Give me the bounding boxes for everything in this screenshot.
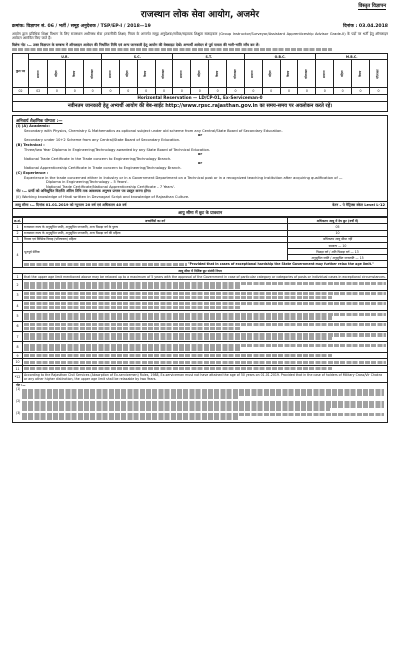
subheader: सामान्य <box>173 60 191 88</box>
table-row: 9 <box>13 352 388 359</box>
academic-option-2: Secondary under 10+2 Scheme from any Central/State Board of Secondary Education. <box>24 137 181 142</box>
advertisement-tag: विस्तृत विज्ञापन <box>358 3 386 9</box>
note-item: (2) <box>16 400 384 412</box>
category-obc: O.B.C. <box>244 54 315 60</box>
subheader: सामान्य <box>29 60 48 88</box>
vacancy-cell: 0 <box>280 88 298 94</box>
subheader: परित्यक्ता <box>369 60 387 88</box>
or-separator: or <box>197 161 203 166</box>
or-separator: or <box>197 133 203 138</box>
total-posts-header: कुल पद <box>13 54 29 88</box>
pay-level: वेतन – पे मैट्रिक्स स्केल Level L-12 <box>332 203 385 208</box>
table-row: 8 <box>13 342 388 352</box>
experience-heading: (C) Experience : <box>16 171 49 176</box>
vacancy-cell: 0 <box>369 88 387 94</box>
vacancy-cell: 0 <box>137 88 155 94</box>
experience-certificate: National Trade Certificate/National Apprenticeship Certificate – 7 Years'. <box>46 184 175 189</box>
vacancy-cell: 0 <box>244 88 262 94</box>
subheader: महिला <box>334 60 352 88</box>
technical-option-3: National Apprenticeship Certificate in Trade concern to Engineering/Technology Branch. <box>24 165 182 170</box>
vacancy-cell: 0 <box>352 88 370 94</box>
vacancy-cell: 0 <box>262 88 280 94</box>
vacancy-cell: 0 <box>316 88 334 94</box>
qualification-title: अनिवार्य शैक्षणिक योग्यता :— <box>16 117 63 123</box>
vacancy-category-row <box>13 54 388 60</box>
age-limit: आयु सीमा :— दिनांक 01.01.2019 को न्यूनतम 20 वर्ष एवं अधिकतम 40 वर्ष <box>15 203 127 208</box>
table-row: 4 भूतपूर्व सैनिक सामान्य — 10 <box>13 242 388 248</box>
illegible-text-line <box>12 48 332 51</box>
age-limit-row <box>12 202 388 209</box>
vacancy-subheader-row <box>13 60 388 88</box>
subheader: महिला <box>119 60 137 88</box>
special-rules-title: आयु सीमा में विशिष्ट छूट संबंधी नियम <box>13 268 388 274</box>
vacancy-cell: 02 <box>29 88 48 94</box>
table-row: 1 that the upper age limit mentioned above may be relaxed up to a maximum of 5 years with the approval of the Government in case of particular category or categories of posts or individual cases in exceptional circumstances. <box>13 274 388 280</box>
hardship-proviso: "Provided that in cases of exceptional hardship the State Government may further relax the age limit." <box>23 261 388 268</box>
subheader: महिला <box>262 60 280 88</box>
website-notice: नवीनतम जानकारी हेतु अभ्यर्थी आयोग की बेब-साईट http://www.rpsc.rajasthan.gov.in का समय-समय पर अवलोकन करते रहें। <box>12 102 388 111</box>
technical-option-2: National Trade Certificate in the Trade concern to Engineering/Technology Branch. <box>24 156 172 161</box>
subheader: परित्यक्ता <box>84 60 102 88</box>
rule-text: that the upper age limit mentioned above may be relaxed up to a maximum of 5 years with the approval of the Government in case of particular category or categories of posts or individual cases in exceptional circumstances. <box>24 274 386 279</box>
intro-paragraph: आयोग द्वारा प्रविधिक शिक्षा विभाग के लिए राजस्थान अधीनस्थ सेवा (तकनीकी शिक्षा) नियम के अन्तर्गत समूह अनुदेशक/सर्वेयर/सहायक शिक्षुता सलाहकार (Group Instructor/Surveyor/Assistant Apprenticeship Advisor Grade-II) के पदों पर भर्ती हेतु ऑनलाइन आवेदन आमंत्रित किए जाते हैं। <box>12 31 388 41</box>
age-relaxation-title: आयु सीमा में छूट के प्रावधान <box>12 209 388 217</box>
subheader: परित्यक्ता <box>227 60 245 88</box>
serial-header: क्र.सं. <box>14 218 22 223</box>
vacancy-cell: 0 <box>191 88 209 94</box>
note-item: (1) <box>16 388 384 400</box>
vacancy-cell: 0 <box>334 88 352 94</box>
age-relaxation-table <box>12 217 388 383</box>
table-row: 6 <box>13 321 388 331</box>
academic-option-1: Secondary with Physics, Chemistry & Mathematics as optional subject under old scheme from any Central/State Board of Secondary Education. <box>24 128 283 133</box>
subheader: सामान्य <box>244 60 262 88</box>
subheader: परित्यक्ता <box>155 60 173 88</box>
experience-note: नोट :— प्रार्थी को अधिसूचित विज्ञप्ति अंतिम तिथि तक आवश्यक अनुभव प्रमाण पत्र प्रस्तुत करना होगा। <box>16 189 152 194</box>
organization-title: राजस्थान लोक सेवा आयोग, अजमेर <box>140 10 260 20</box>
or-separator: or <box>197 152 203 157</box>
relaxation-header: अधिकतम आयु में देय छूट (वर्षों में) <box>288 218 388 224</box>
note-item: (3) <box>16 412 384 420</box>
subheader: महिला <box>48 60 66 88</box>
vacancy-cell: 0 <box>298 88 316 94</box>
subheader: विधवा <box>66 60 84 88</box>
horizontal-reservation: Horizontal Reservation — LD/CP-01, Ex-Serviceman-0 <box>12 95 388 103</box>
category-sc: S.C. <box>102 54 173 60</box>
vacancy-cell: 0 <box>66 88 84 94</box>
subheader: परित्यक्ता <box>298 60 316 88</box>
subheader: सामान्य <box>102 60 120 88</box>
table-row: 2 <box>13 280 388 290</box>
table-row: 4 <box>13 301 388 311</box>
table-row: 10 <box>13 359 388 366</box>
subheader: विधवा <box>137 60 155 88</box>
category-mbc: M.B.C. <box>316 54 388 60</box>
subheader: सामान्य <box>316 60 334 88</box>
vacancy-cell: 0 <box>209 88 227 94</box>
table-row: 11 <box>13 365 388 372</box>
subheader: विधवा <box>352 60 370 88</box>
sub-row: अनुसूचित जाति / अनुसूचित जनजाति — 15 <box>288 255 388 261</box>
vacancy-cell: 0 <box>84 88 102 94</box>
subheader: विधवा <box>280 60 298 88</box>
vacancy-cell: 0 <box>119 88 137 94</box>
notes-label: नोट :— <box>16 383 26 388</box>
experience-diploma: Diploma in Engineering/Technology – 5 Years'. <box>46 180 129 185</box>
special-note: विशेष नोट :— उक्त विज्ञापन के सम्बन्ध में ऑनलाइन आवेदन की निर्धारित तिथि एवं अन्य जानकारी हेतु आयोग की वेबसाइट देखें। अभ्यर्थी आवेदन से पूर्व पात्रता की भली-भांति जाँच कर लें। <box>12 42 260 47</box>
ex-serviceman-rule: According to the Rajasthan Civil Services (Absorption of Ex-servicemen) Rules, 1988, Ex-serviceman must not have attained the age of 50 years on 01.01.2019. Provided that in the case of holders of Military Cross/Vir Chakra or any other higher distinction, the upper age limit shall be relaxable by two Years. <box>23 372 388 382</box>
vacancy-cell: 0 <box>48 88 66 94</box>
table-row: 7 <box>13 332 388 342</box>
table-row: 3 <box>13 290 388 300</box>
reference-number: क्रमांक: विज्ञापन सं. 06 / भर्ती / समूह अनुदेशक / TSP/EP-I / 2018—19 <box>12 24 151 30</box>
table-row: 1 राजस्थान राज्य के अनुसूचित जाति, अनुसूचित जनजाति, अन्य पिछड़ा वर्ग के पुरुष 05 <box>13 224 388 230</box>
hindi-requirement: (ii) Working knowledge of Hindi written in Devnagari Script and knowledge of Rajasthan Culture. <box>16 194 190 199</box>
vacancy-cell: 0 <box>102 88 120 94</box>
total-posts-value: 02 <box>13 88 29 94</box>
table-row: 3 विधवा एवं विच्छिन्न विवाह (परित्यक्ता) महिला अधिकतम आयु सीमा नहीं <box>13 236 388 242</box>
academic-heading: (i) (A) Academic: <box>16 124 50 129</box>
experience-text: Experience in the trade concerned either in Industry or in a Government Department on a Technical post or in a recognized teaching Institution after acquiring qualification of — <box>24 175 343 180</box>
category-ur: U.R. <box>29 54 102 60</box>
table-row: 5 <box>13 311 388 321</box>
table-row: *12 According to the Rajasthan Civil Services (Absorption of Ex-servicemen) Rules, 1988, Ex-serviceman must not have attained the age of 50 years on 01.01.2019. Provided that in the case of holders of Military Cross/Vir Chakra or any other higher distinction, the upper age limit shall be relaxable by two Years. <box>13 372 388 382</box>
qualification-section <box>12 115 388 203</box>
notes-section <box>12 383 388 423</box>
subheader: महिला <box>191 60 209 88</box>
category-header: अभ्यर्थियों का वर्ग <box>23 218 288 224</box>
sub-row: पिछड़ा वर्ग / अति पिछड़ा वर्ग — 13 <box>288 249 388 255</box>
vacancy-cell: 0 <box>227 88 245 94</box>
table-row: 2 राजस्थान राज्य के अनुसूचित जाति, अनुसूचित जनजाति, अन्य पिछड़ा वर्ग की महिला 10 <box>13 230 388 236</box>
reference-line <box>12 24 388 30</box>
sub-row: सामान्य — 10 <box>288 242 388 248</box>
technical-heading: (B) Technical : <box>16 143 45 148</box>
advertisement-date: दिनांक : 03.04.2018 <box>343 24 388 30</box>
category-st: S.T. <box>173 54 244 60</box>
vacancy-table <box>12 53 388 94</box>
technical-option-1: Three/two Year Diploma in Engineering/Technology awarded by any State Board of Technical Education. <box>24 147 211 152</box>
subheader: विधवा <box>209 60 227 88</box>
vacancy-values-row <box>13 88 388 94</box>
vacancy-cell: 0 <box>173 88 191 94</box>
vacancy-cell: 0 <box>155 88 173 94</box>
